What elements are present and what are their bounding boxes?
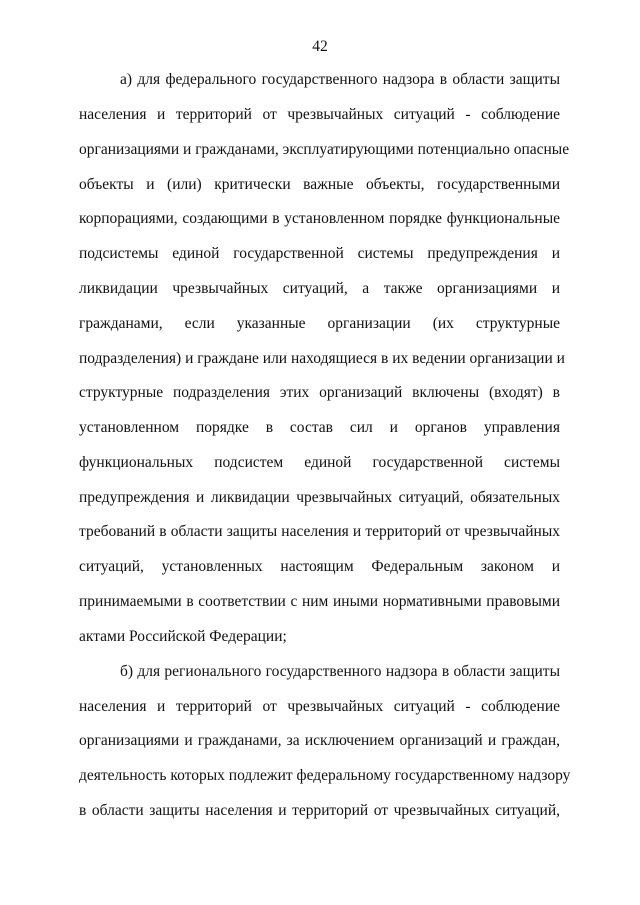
paragraph-a-line-4: объекты и (или) критически важные объекты, государственными	[79, 176, 560, 193]
paragraph-b-line-1: б) для регионального государственного надзора в области защиты	[120, 663, 560, 680]
paragraph-a-line-1: а) для федерального государственного надзора в области защиты	[120, 71, 560, 88]
paragraph-a-line-5: корпорациями, создающими в установленном порядке функциональные	[79, 210, 560, 227]
paragraph-a-line-7: ликвидации чрезвычайных ситуаций, а также организациями и	[79, 280, 560, 297]
page-number: 42	[312, 38, 328, 55]
paragraph-b-line-3: организациями и гражданами, за исключением организаций и граждан,	[79, 732, 560, 749]
paragraph-b-line-4: деятельность которых подлежит федеральному государственному надзору	[79, 767, 571, 784]
paragraph-a-line-15: ситуаций, установленных настоящим Федеральным законом и	[79, 558, 560, 575]
paragraph-b-line-5: в области защиты населения и территорий от чрезвычайных ситуаций,	[79, 802, 560, 819]
paragraph-a-line-2: населения и территорий от чрезвычайных ситуаций - соблюдение	[79, 106, 560, 123]
paragraph-a-line-8: гражданами, если указанные организации (их структурные	[79, 315, 560, 332]
paragraph-a-line-10: структурные подразделения этих организаций включены (входят) в	[79, 384, 560, 401]
paragraph-a-line-12: функциональных подсистем единой государственной системы	[79, 454, 560, 471]
paragraph-a-line-9: подразделения) и граждане или находящиеся в их ведении организации и	[79, 350, 565, 367]
paragraph-a-line-14: требований в области защиты населения и территорий от чрезвычайных	[79, 523, 560, 540]
paragraph-a-line-16: принимаемыми в соответствии с ним иными нормативными правовыми	[79, 593, 560, 610]
paragraph-a-line-11: установленном порядке в состав сил и органов управления	[79, 419, 560, 436]
paragraph-b-line-2: населения и территорий от чрезвычайных ситуаций - соблюдение	[79, 698, 560, 715]
paragraph-a-line-17: актами Российской Федерации;	[79, 628, 287, 645]
paragraph-a-line-13: предупреждения и ликвидации чрезвычайных ситуаций, обязательных	[79, 489, 560, 506]
paragraph-a-line-3: организациями и гражданами, эксплуатирующими потенциально опасные	[79, 141, 570, 158]
paragraph-a-line-6: подсистемы единой государственной системы предупреждения и	[79, 245, 560, 262]
